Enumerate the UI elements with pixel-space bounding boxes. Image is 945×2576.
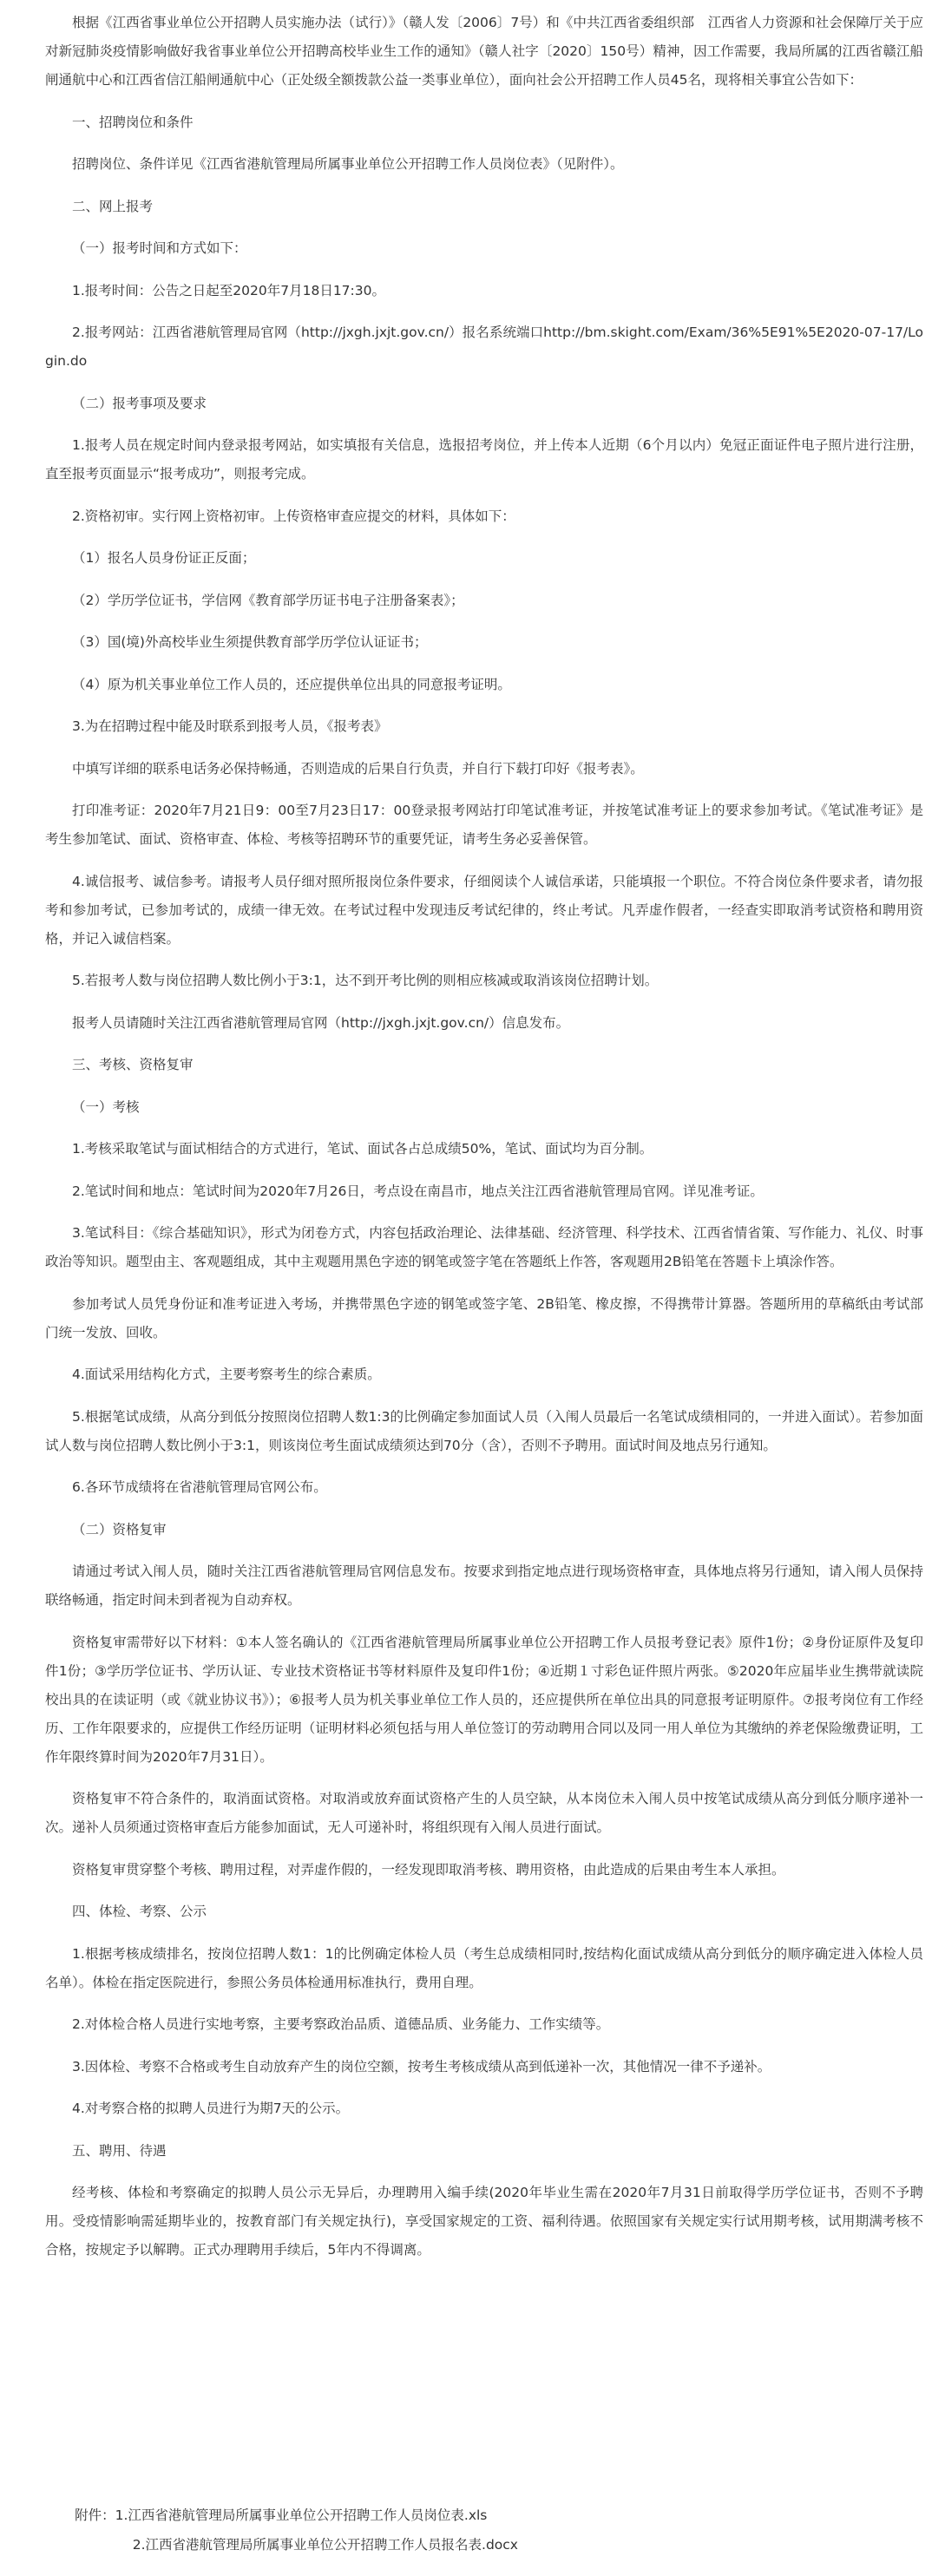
- paragraph: 1.根据考核成绩排名，按岗位招聘人数1：1的比例确定体检人员（考生总成绩相同时,按结构化面试成绩从高分到低分的顺序确定进入体检人员名单）。体检在指定医院进行，参照公务员体检通用标准执行，费用自理。: [45, 1945, 923, 1990]
- paragraph: 资格复审不符合条件的，取消面试资格。对取消或放弃面试资格产生的人员空缺，从本岗位未入闱人员中按笔试成绩从高分到低分顺序递补一次。递补人员须通过资格审查后方能参加面试，无人可递补时，将组织现有入闱人员进行面试。: [45, 1791, 923, 1835]
- paragraph: （二）报考事项及要求: [72, 395, 207, 411]
- attachment-link-2[interactable]: 2.江西省港航管理局所属事业单位公开招聘工作人员报名表.docx: [132, 2537, 518, 2553]
- paragraph: 4.诚信报考、诚信参考。请报考人员仔细对照所报岗位条件要求，仔细阅读个人诚信承诺，只能填报一个职位。不符合岗位条件要求者，请勿报考和参加考试，已参加考试的，成绩一律无效。在考试过程中发现违反考试纪律的，终止考试。凡弄虚作假者，一经查实即取消考试资格和聘用资格，并记入诚信档案。: [45, 873, 923, 947]
- paragraph: 1.考核采取笔试与面试相结合的方式进行，笔试、面试各占总成绩50%，笔试、面试均为百分制。: [72, 1141, 653, 1157]
- paragraph: 根据《江西省事业单位公开招聘人员实施办法（试行）》（赣人发〔2006〕7号）和《中共江西省委组织部 江西省人力资源和社会保障厅关于应对新冠肺炎疫情影响做好我省事业单位公开招聘高校毕业生工作的通知》（赣人社字〔2020〕150号）精神，因工作需要，我局所属的江西省赣江船闸通航中心和江西省信江船闸通航中心（正处级全额拨款公益一类事业单位），面向社会公开招聘工作人员45名，现将相关事宜公告如下：: [45, 15, 923, 88]
- paragraph: 2.报考网站：江西省港航管理局官网（http://jxgh.jxjt.gov.cn/）报名系统端口http://bm.skight.com/Exam/36%5E91%5E2020-07-17/Login.do: [45, 324, 923, 369]
- paragraph: 五、聘用、待遇: [72, 2142, 167, 2159]
- paragraph: （一）报考时间和方式如下：: [72, 240, 247, 256]
- paragraph: （2）学历学位证书，学信网《教育部学历证书电子注册备案表》；: [72, 592, 464, 608]
- paragraph: 参加考试人员凭身份证和准考证进入考场，并携带黑色字迹的钢笔或签字笔、2B铅笔、橡皮擦，不得携带计算器。答题所用的草稿纸由考试部门统一发放、回收。: [45, 1295, 923, 1340]
- paragraph: （3）国(境)外高校毕业生须提供教育部学历学位认证证书；: [72, 634, 428, 650]
- paragraph: 四、体检、考察、公示: [72, 1904, 207, 1919]
- paragraph: （一）考核: [72, 1098, 140, 1115]
- paragraph: 打印准考证：2020年7月21日9：00至7月23日17：00登录报考网站打印笔试准考证，并按笔试准考证上的要求参加考试。《笔试准考证》是考生参加笔试、面试、资格审查、体检、考核等招聘环节的重要凭证，请考生务必妥善保管。: [45, 803, 923, 847]
- announcement-body: [45, 9, 923, 2278]
- paragraph: 资格复审贯穿整个考核、聘用过程，对弄虚作假的，一经发现即取消考核、聘用资格，由此造成的后果由考生本人承担。: [72, 1861, 785, 1878]
- paragraph: 2.资格初审。实行网上资格初审。上传资格审查应提交的材料，具体如下：: [72, 508, 515, 524]
- paragraph: 报考人员请随时关注江西省港航管理局官网（http://jxgh.jxjt.gov.cn/）信息发布。: [72, 1014, 570, 1031]
- attachment-row-2: [45, 2530, 923, 2560]
- paragraph: 请通过考试入闱人员，随时关注江西省港航管理局官网信息发布。按要求到指定地点进行现场资格审查，具体地点将另行通知，请入闱人员保持联络畅通，指定时间未到者视为自动弃权。: [45, 1563, 923, 1608]
- paragraph: 3.为在招聘过程中能及时联系到报考人员，《报考表》: [72, 718, 388, 734]
- paragraph: （二）资格复审: [72, 1521, 167, 1537]
- paragraph: 二、网上报考: [72, 198, 154, 214]
- paragraph: 5.若报考人数与岗位招聘人数比例小于3:1，达不到开考比例的则相应核减或取消该岗位招聘计划。: [72, 973, 659, 988]
- paragraph: 经考核、体检和考察确定的拟聘人员公示无异后，办理聘用入编手续(2020年毕业生需在2020年7月31日前取得学历学位证书，否则不予聘用。受疫情影响需延期毕业的，按教育部门有关规定执行)，享受国家规定的工资、福利待遇。依照国家有关规定实行试用期考核，试用期满考核不合格，按规定予以解聘。正式办理聘用手续后，5年内不得调离。: [45, 2185, 923, 2258]
- paragraph: 一、招聘岗位和条件: [72, 114, 194, 130]
- paragraph: 4.面试采用结构化方式，主要考察考生的综合素质。: [72, 1367, 381, 1382]
- attachment-link-1[interactable]: 1.江西省港航管理局所属事业单位公开招聘工作人员岗位表.xls: [115, 2507, 488, 2523]
- attachments-label: 附件：: [75, 2507, 115, 2523]
- paragraph: 1.报考时间：公告之日起至2020年7月18日17:30。: [72, 282, 385, 298]
- paragraph: 1.报考人员在规定时间内登录报考网站，如实填报有关信息，选报招考岗位，并上传本人近期（6个月以内）免冠正面证件电子照片进行注册，直至报考页面显示“报考成功”，则报考完成。: [45, 437, 923, 482]
- paragraph: （4）原为机关事业单位工作人员的，还应提供单位出具的同意报考证明。: [72, 676, 511, 692]
- paragraph: （1）报名人员身份证正反面；: [72, 550, 256, 566]
- paragraph: 2.笔试时间和地点：笔试时间为2020年7月26日，考点设在南昌市，地点关注江西省港航管理局官网。详见准考证。: [72, 1183, 764, 1199]
- paragraph: 6.各环节成绩将在省港航管理局官网公布。: [72, 1479, 327, 1495]
- paragraph: 资格复审需带好以下材料：①本人签名确认的《江西省港航管理局所属事业单位公开招聘工作人员报考登记表》原件1份；②身份证原件及复印件1份；③学历学位证书、学历认证、专业技术资格证书等材料原件及复印件1份；④近期１寸彩色证件照片两张。⑤2020年应届毕业生携带就读院校出具的在读证明（或《就业协议书》）；⑥报考人员为机关事业单位工作人员的，还应提供所在单位出具的同意报考证明原件。⑦报考岗位有工作经历、工作年限要求的，应提供工作经历证明（证明材料必须包括与用人单位签订的劳动聘用合同以及同一用人单位为其缴纳的养老保险缴费证明，工作年限终算时间为2020年7月31日）。: [45, 1634, 923, 1765]
- paragraph: 3.笔试科目：《综合基础知识》，形式为闭卷方式，内容包括政治理论、法律基础、经济管理、科学技术、江西省情省策、写作能力、礼仪、时事政治等知识。题型由主、客观题组成，其中主观题用黑色字迹的钢笔或签字笔在答题纸上作答，客观题用2B铅笔在答题卡上填涂作答。: [45, 1225, 923, 1269]
- paragraph: 5.根据笔试成绩，从高分到低分按照岗位招聘人数1:3的比例确定参加面试人员（入闱人员最后一名笔试成绩相同的，一并进入面试）。若参加面试人数与岗位招聘人数比例小于3:1，则该岗位考生面试成绩须达到70分（含），否则不予聘用。面试时间及地点另行通知。: [45, 1408, 923, 1453]
- paragraph: 三、考核、资格复审: [72, 1057, 194, 1072]
- paragraph: 2.对体检合格人员进行实地考察，主要考察政治品质、道德品质、业务能力、工作实绩等。: [72, 2016, 610, 2032]
- paragraph: 3.因体检、考察不合格或考生自动放弃产生的岗位空额，按考生考核成绩从高到低递补一次，其他情况一律不予递补。: [72, 2058, 771, 2075]
- paragraph: 4.对考察合格的拟聘人员进行为期7天的公示。: [72, 2101, 350, 2116]
- attachment-row-1: [45, 2501, 923, 2530]
- attachments-section: [45, 2501, 923, 2560]
- paragraph: 中填写详细的联系电话务必保持畅通，否则造成的后果自行负责，并自行下载打印好《报考表》。: [72, 760, 644, 777]
- paragraph: 招聘岗位、条件详见《江西省港航管理局所属事业单位公开招聘工作人员岗位表》（见附件）。: [72, 156, 624, 172]
